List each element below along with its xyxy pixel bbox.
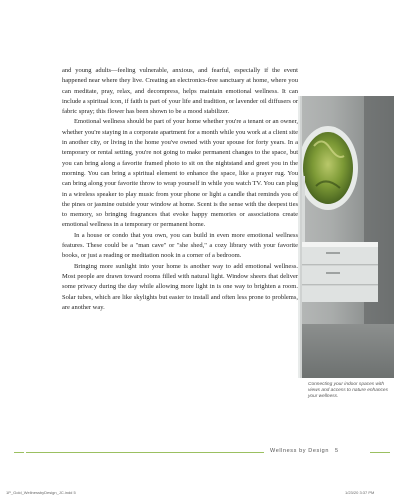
running-title: Wellness by Design [270, 448, 329, 454]
paragraph: Bringing more sunlight into your home is another way to add emotional wellness. Most people are drawn toward rooms filled with natural light. Window sheers that deliver some privacy during the day while allowing more light in is one way to brighten a room. Solar tubes, which are like skylights but easier to install and often less prone to problems, are another way. [62, 262, 298, 311]
paragraph: Emotional wellness should be part of your home whether you're a tenant or an owner, whether you're staying in a corporate apartment for a month while you work at a client site in another city, or living in the home you've owned with your spouse for forty years. In a temporary or rental setting, you're not going to make permanent changes to the space, but you can bring along a favorite framed photo to sit on the nightstand and greet you in the morning. You can bring a spiritual element to enhance the space, like a prayer rug. You can bring along your favorite throw to wrap yourself in while you watch TV. You can plug in a wireless speaker to play music from your phone or light a candle that reminds you of the pines or jasmine outside your window at home. Scent is the sense with the deepest ties to memory, so bringing fragrances that evoke happy memories or associations create emotional wellness in a temporary or permanent home. [62, 118, 298, 229]
body-text [62, 66, 298, 313]
print-slug-file: 1P_Gold_WellnessbyDesign_JC.indd 5 [6, 490, 76, 495]
page-number: 5 [335, 448, 339, 454]
photo-caption: Connecting your indoor spaces with views and access to nature enhances your wellness. [308, 382, 388, 400]
paragraph: In a house or condo that you own, you can build in even more emotional wellness features. These could be a "man cave" or "she shed," a cozy library with your favorite books, or just a reading or meditation nook in a corner of a bedroom. [62, 231, 298, 260]
folio-rule [370, 452, 390, 453]
folio-rule [26, 452, 264, 453]
folio-rule [14, 452, 24, 453]
print-slug-timestamp: 1/23/20 3:37 PM [345, 490, 375, 495]
paragraph: and young adults—feeling vulnerable, anxious, and fearful, especially if the event happened near where they live. Creating an electronics-free sanctuary at home, where you can meditate, pray, relax, and decompress, helps maintain emotional wellness. It can include a spiritual icon, if faith is part of your life and tradition, or lavender oil diffusers or fabric spray; this flower has been shown to be a mood stabilizer. [62, 67, 298, 116]
